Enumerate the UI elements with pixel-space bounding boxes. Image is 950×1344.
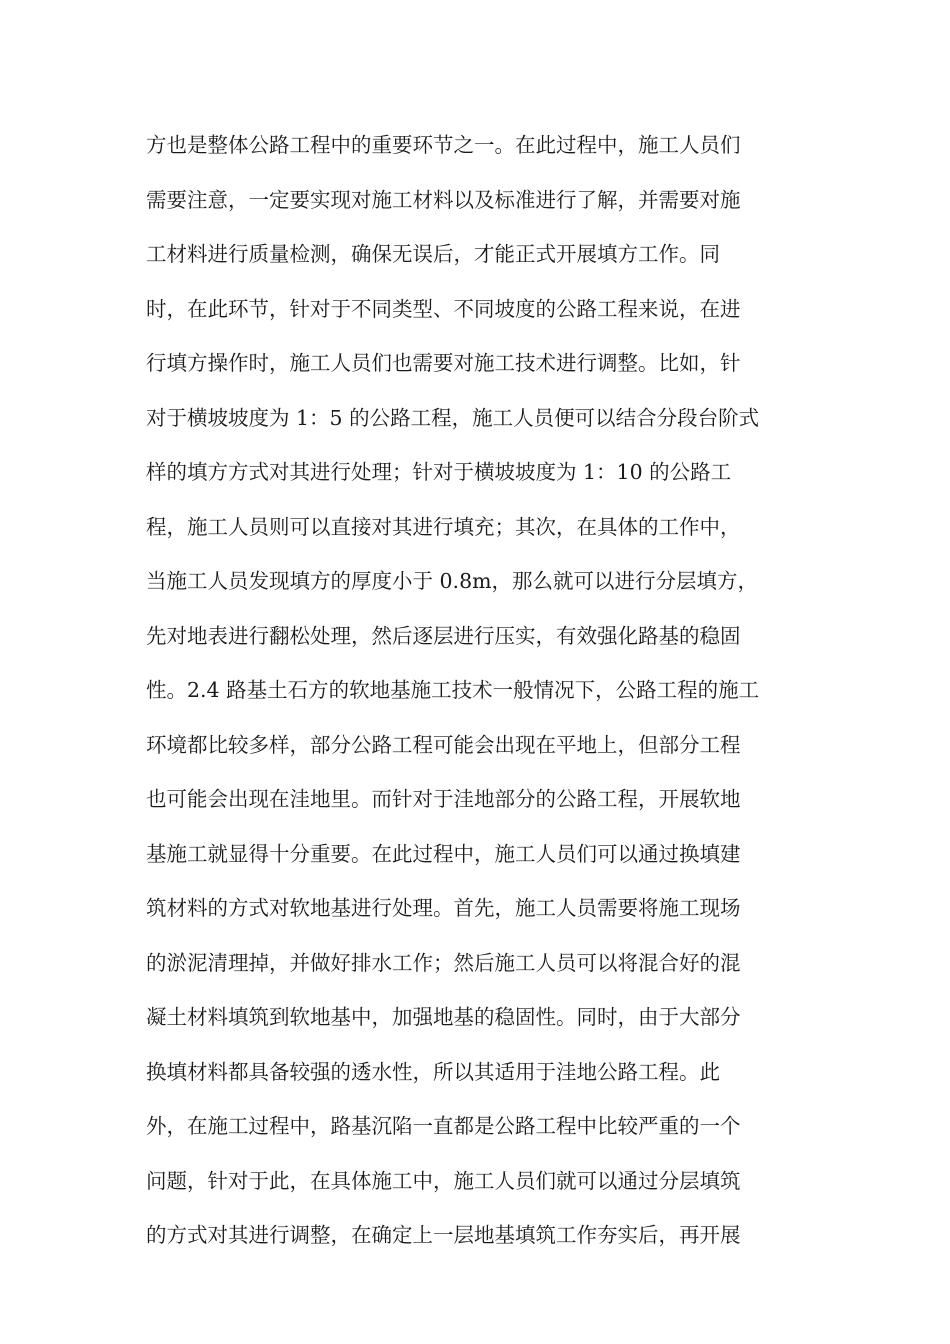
text-line: 的淤泥清理掉，并做好排水工作；然后施工人员可以将混合好的混	[146, 950, 741, 975]
text-line: 程，施工人员则可以直接对其进行填充；其次，在具体的工作中，	[146, 514, 741, 539]
text-line: 对于横坡坡度为 1：5 的公路工程，施工人员便可以结合分段台阶式	[146, 405, 760, 430]
text-line: 时，在此环节，针对于不同类型、不同坡度的公路工程来说，在进	[146, 296, 741, 321]
text-line: 也可能会出现在洼地里。而针对于洼地部分的公路工程，开展软地	[146, 787, 741, 811]
text-line: 先对地表进行翻松处理，然后逐层进行压实，有效强化路基的稳固	[146, 623, 741, 648]
text-line: 样的填方方式对其进行处理；针对于横坡坡度为 1：10 的公路工	[146, 460, 732, 484]
text-line: 需要注意，一定要实现对施工材料以及标准进行了解，并需要对施	[146, 187, 741, 212]
text-line: 方也是整体公路工程中的重要环节之一。在此过程中，施工人员们	[146, 133, 741, 157]
text-line: 问题，针对于此，在具体施工中，施工人员们就可以通过分层填筑	[146, 1168, 741, 1193]
text-line: 筑材料的方式对软地基进行处理。首先，施工人员需要将施工现场	[146, 896, 741, 920]
text-line: 环境都比较多样，部分公路工程可能会出现在平地上，但部分工程	[146, 732, 741, 757]
body-paragraph	[146, 118, 816, 1263]
text-line: 性。2.4 路基土石方的软地基施工技术一般情况下，公路工程的施工	[146, 678, 760, 702]
text-line: 换填材料都具备较强的透水性，所以其适用于洼地公路工程。此	[146, 1059, 720, 1084]
text-line: 凝土材料填筑到软地基中，加强地基的稳固性。同时，由于大部分	[146, 1005, 741, 1029]
text-line: 外，在施工过程中，路基沉陷一直都是公路工程中比较严重的一个	[146, 1114, 741, 1138]
text-line: 当施工人员发现填方的厚度小于 0.8m，那么就可以进行分层填方，	[146, 569, 759, 593]
text-line: 工材料进行质量检测，确保无误后，才能正式开展填方工作。同	[146, 242, 720, 266]
text-line: 行填方操作时，施工人员们也需要对施工技术进行调整。比如，针	[146, 351, 741, 375]
text-line: 基施工就显得十分重要。在此过程中，施工人员们可以通过换填建	[146, 841, 741, 866]
text-line: 的方式对其进行调整，在确定上一层地基填筑工作夯实后，再开展	[146, 1223, 741, 1247]
